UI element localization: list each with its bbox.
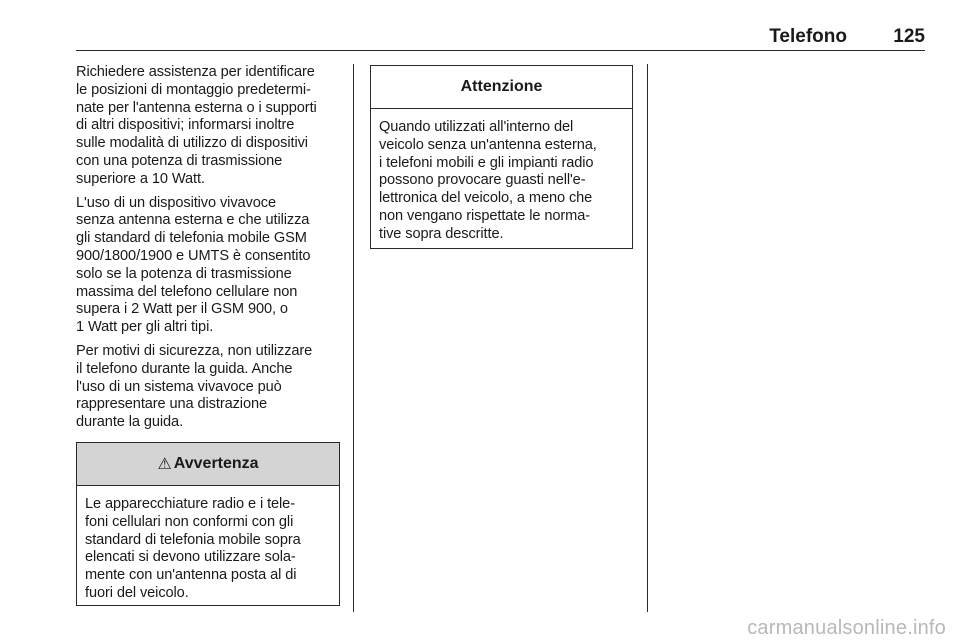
section-title: Telefono [769, 26, 847, 47]
column-divider-1 [353, 64, 354, 612]
warning-box [76, 442, 340, 606]
paragraph-antenna-assistance: Richiedere assistenza per identificare le posizioni di montaggio predetermi- nate per l'antenna esterna o i supporti di altri dispositivi; informarsi inoltre sulle modalità di utilizzo di dispositivi con una potenza di trasmissione superiore a 10 Watt. [76, 64, 317, 187]
warning-body: Le apparecchiature radio e i tele- foni cellulari non conformi con gli standard di telefonia mobile sopra elencati si devono utilizzare sola- mente con un'antenna posta al di fuori del veicolo. [85, 496, 301, 601]
attention-title: Attenzione [460, 78, 543, 95]
warning-title: Avvertenza [173, 455, 259, 472]
attention-box [370, 65, 633, 249]
paragraph-handsfree-power: L'uso di un dispositivo vivavoce senza antenna esterna e che utilizza gli standard di telefonia mobile GSM 900/1800/1900 e UMTS è consentito solo se la potenza di trasmissione massima del telefono cellulare non supera i 2 Watt per il GSM 900, o 1 Watt per gli altri tipi. [76, 194, 311, 336]
left-column [76, 64, 340, 438]
attention-body: Quando utilizzati all'interno del veicolo senza un'antenna esterna, i telefoni mobili e gli impianti radio possono provocare guasti nell'e- lettronica del veicolo, a meno che non vengano rispettate le norma- tive sopra descritte. [379, 119, 597, 242]
paragraph-safety-driving: Per motivi di sicurezza, non utilizzare il telefono durante la guida. Anche l'uso di un sistema vivavoce può rappresentare una distrazione durante la guida. [76, 342, 313, 431]
page-number: 125 [893, 26, 925, 47]
warning-box-header [77, 443, 339, 486]
attention-box-header [371, 66, 632, 109]
column-divider-2 [647, 64, 648, 612]
page-header [76, 24, 925, 51]
warning-triangle-icon: ⚠ [157, 456, 172, 473]
watermark: carmanualsonline.info [747, 617, 946, 639]
